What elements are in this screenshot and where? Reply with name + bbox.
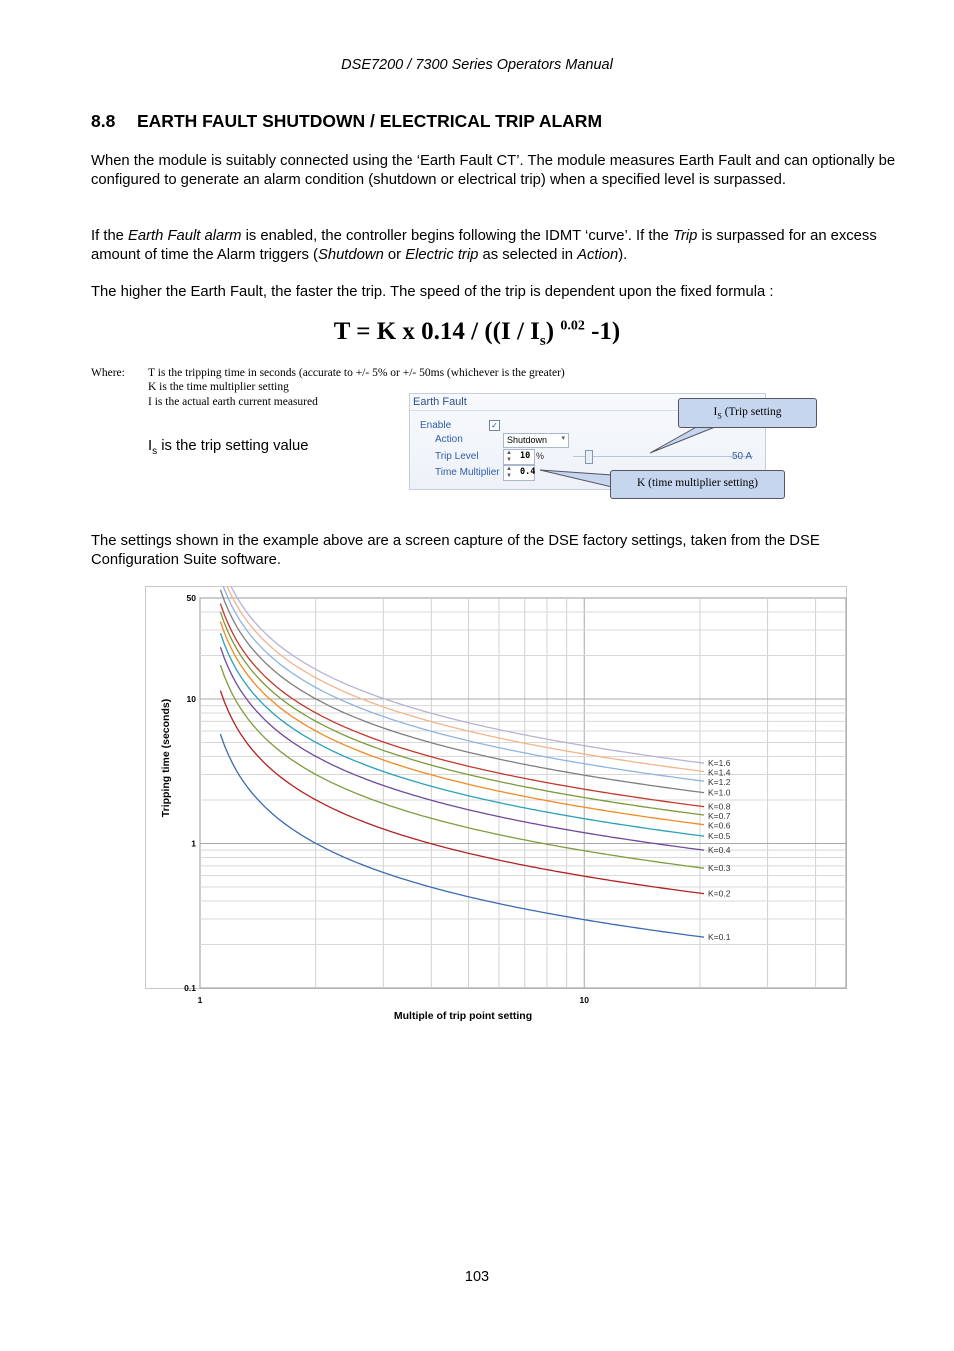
panel-title: Earth Fault	[413, 396, 467, 408]
enable-label: Enable	[420, 420, 452, 431]
series-label: K=0.7	[708, 811, 731, 822]
emphasis: Electric trip	[405, 246, 479, 263]
callout-trip-text	[679, 406, 816, 420]
series-label: K=1.6	[708, 758, 731, 769]
section-title: EARTH FAULT SHUTDOWN / ELECTRICAL TRIP ALARM	[137, 111, 603, 131]
settings-note-paragraph: The settings shown in the example above are a screen capture of the DSE factory settings, taken from the DSE Configuration Suite software.	[91, 533, 820, 568]
series-label: K=1.2	[708, 777, 731, 788]
page-header: DSE7200 / 7300 Series Operators Manual	[341, 57, 613, 73]
formula-main: T = K x 0.14 / ((I / I	[333, 318, 540, 345]
is-text: is the trip setting value	[157, 438, 309, 454]
x-tick-label: 1	[197, 995, 203, 1005]
where-line-i: I is the actual earth current measured	[148, 396, 318, 408]
page-number: 103	[464, 1269, 490, 1285]
idmt-chart-svg	[145, 586, 847, 1026]
stepper-arrows-icon: ▲ ▼	[506, 466, 512, 479]
plot-area	[200, 598, 846, 988]
time-multiplier-value: 0.4	[520, 467, 536, 477]
callout-time-multiplier	[610, 470, 785, 499]
chevron-down-icon: ▾	[561, 435, 565, 442]
y-tick-label: 1	[191, 838, 196, 849]
callout-is-subscript: S	[717, 411, 722, 421]
formula-close: )	[545, 318, 555, 345]
x-axis-label: Multiple of trip point setting	[393, 1010, 533, 1022]
emphasis: Earth Fault alarm	[128, 228, 242, 244]
y-tick-label: 10	[186, 694, 196, 705]
series-label: K=0.3	[708, 863, 731, 874]
y-axis-label: Tripping time (seconds)	[160, 698, 172, 818]
where-label: Where:	[91, 367, 125, 379]
text: is surpassed for an excess amount of time the Alarm triggers (	[91, 228, 877, 263]
series-label: K=0.6	[708, 820, 731, 831]
text: is enabled, the controller begins following the IDMT ‘curve’. If the	[241, 228, 674, 244]
formula-exponent: 0.02	[560, 318, 585, 334]
callout-is-pointer	[650, 425, 720, 453]
trip-level-value: 10	[520, 451, 531, 461]
callout-is-symbol: I	[713, 406, 718, 418]
text: or	[383, 246, 406, 263]
emphasis: Trip	[673, 228, 698, 244]
series-label: K=0.2	[708, 888, 731, 899]
series-label: K=0.4	[708, 845, 731, 856]
formula-intro-paragraph: The higher the Earth Fault, the faster the trip. The speed of the trip is dependent upon the fixed formula :	[91, 284, 774, 300]
callout-k-text: K (time multiplier setting)	[636, 477, 759, 489]
emphasis: Shutdown	[317, 246, 384, 263]
series-label: K=1.0	[708, 787, 731, 798]
intro-paragraph: When the module is suitably connected using the ‘Earth Fault CT’. The module measures Earth Fault and can optionally be configured to generate an alarm condition (shutdown or electrical trip) when a specified level is surpassed.	[91, 153, 896, 188]
formula-end: -1)	[584, 318, 621, 345]
stepper-arrows-icon: ▲ ▼	[506, 450, 512, 463]
section-number: 8.8	[91, 111, 116, 131]
time-multiplier-label: Time Multiplier	[435, 467, 500, 478]
formula-sub: s	[539, 333, 546, 349]
trip-amps: 50 A	[732, 451, 753, 462]
action-label: Action	[435, 434, 463, 445]
x-tick-label: 10	[579, 995, 589, 1005]
y-tick-label: 0.1	[184, 983, 196, 993]
is-symbol: I	[148, 438, 153, 454]
callout-is-text: (Trip setting	[721, 406, 782, 418]
text: as selected in	[478, 246, 578, 263]
where-line-k: K is the time multiplier setting	[148, 381, 289, 393]
series-label: K=0.8	[708, 801, 731, 812]
callout-k-pointer	[540, 470, 612, 487]
emphasis: Action	[577, 246, 619, 263]
y-tick-label: 50	[186, 593, 196, 603]
where-line-t: T is the tripping time in seconds (accurate to +/- 5% or +/- 50ms (whichever is the greater)	[148, 367, 565, 379]
action-value: Shutdown	[507, 435, 548, 445]
enable-checkbox[interactable]: ✓	[489, 420, 500, 431]
series-label: K=1.4	[708, 767, 731, 778]
idmt-chart	[145, 586, 847, 1022]
is-subscript: s	[152, 445, 158, 457]
text: ).	[618, 246, 628, 263]
text: If the	[91, 228, 129, 244]
callout-trip-setting	[678, 398, 817, 428]
series-label: K=0.5	[708, 831, 731, 842]
series-label: K=0.1	[708, 932, 731, 943]
trip-level-label: Trip Level	[435, 451, 479, 462]
trip-unit: %	[536, 451, 545, 461]
